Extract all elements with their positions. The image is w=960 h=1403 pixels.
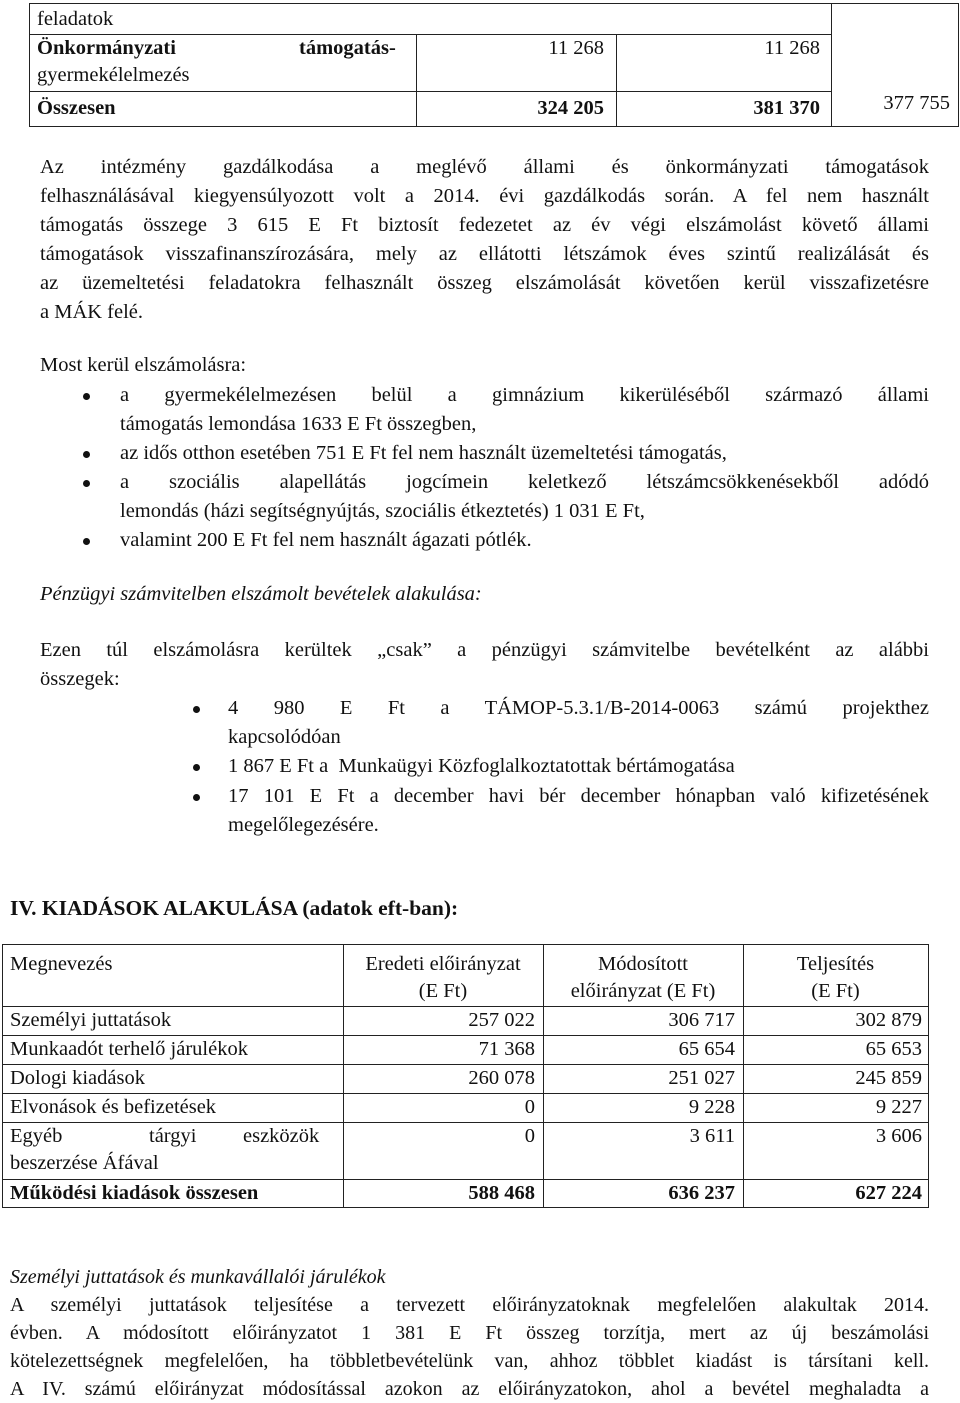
top-summary-table	[29, 3, 959, 127]
table-cell-value: 11 268	[548, 37, 604, 59]
table-border	[2, 944, 929, 945]
cell-original: 0	[524, 1096, 535, 1118]
cell-original: 257 022	[468, 1009, 535, 1031]
row-label: eszközök	[243, 1125, 320, 1147]
row-label: Dologi kiadások	[10, 1067, 145, 1089]
table-cell-value: 11 268	[764, 37, 820, 59]
table-border	[958, 3, 959, 127]
bullet-icon	[193, 764, 200, 771]
list-item	[80, 439, 929, 468]
section-heading: IV. KIADÁSOK ALAKULÁSA (adatok eft-ban):	[10, 896, 459, 920]
expense-table	[2, 944, 929, 1208]
table-total-label: Összesen	[37, 97, 116, 119]
section-subheading: Személyi juttatások és munkavállalói járulékok	[10, 1266, 386, 1288]
text-line: valamint 200 E Ft fel nem használt ágazati pótlék.	[120, 529, 532, 551]
table-border	[29, 3, 30, 127]
text-line: támogatás összege 3 615 E Ft biztosít fedezetet az év végi elszámolást követő állami	[40, 214, 929, 236]
column-header-modified: Módosított	[598, 953, 688, 975]
list-item	[190, 694, 929, 752]
cell-actual: 9 227	[875, 1096, 922, 1118]
settlement-intro: Most kerül elszámolásra:	[40, 354, 247, 376]
bullet-icon	[83, 480, 90, 487]
cell-original: 260 078	[468, 1067, 535, 1089]
row-label: Elvonások és befizetések	[10, 1096, 217, 1118]
list-item	[190, 752, 929, 781]
table-border	[29, 3, 959, 4]
cell-modified: 306 717	[668, 1009, 735, 1031]
table-total-value: 324 205	[537, 97, 604, 119]
table-cell-label: Önkormányzati	[37, 37, 176, 59]
text-line: az idős otthon esetében 751 E Ft fel nem használt üzemeltetési támogatás,	[120, 442, 727, 464]
text-line: 4 980 E Ft a TÁMOP-5.3.1/B-2014-0063 számú projekthez	[228, 697, 929, 719]
list-item	[80, 468, 929, 526]
table-border	[2, 944, 3, 1208]
bullet-icon	[83, 393, 90, 400]
table-border	[928, 944, 929, 1208]
cell-original: 0	[524, 1125, 535, 1147]
text-line: Az intézmény gazdálkodása a meglévő állami és önkormányzati támogatások	[40, 156, 929, 178]
table-total-value: 381 370	[753, 97, 820, 119]
list-item	[190, 782, 929, 840]
cell-actual: 3 606	[875, 1125, 922, 1147]
table-border	[29, 91, 831, 92]
section-subheading: Pénzügyi számvitelben elszámolt bevételek alakulása:	[40, 583, 482, 605]
table-cell-label: feladatok	[37, 8, 114, 30]
cell-original: 71 368	[478, 1038, 535, 1060]
text-line: lemondás (házi segítségnyújtás, szociális étkeztetés) 1 031 E Ft,	[120, 500, 645, 522]
column-header-original: Eredeti előirányzat	[365, 953, 521, 975]
text-line: támogatás lemondása 1633 E Ft összegben,	[120, 413, 477, 435]
table-cell-label: gyermekélelmezés	[37, 64, 190, 86]
cell-modified: 251 027	[668, 1067, 735, 1089]
paragraph-budget	[40, 153, 929, 327]
text-line: évben. A módosított előirányzatot 1 381 E Ft összeg torzítja, mert az új beszámolási	[10, 1322, 929, 1344]
text-line: kapcsolódóan	[228, 726, 341, 748]
cell-modified: 3 611	[689, 1125, 735, 1147]
table-total-value: 377 755	[883, 92, 950, 114]
bullet-icon	[83, 538, 90, 545]
table-border	[29, 126, 959, 127]
column-header-modified: előirányzat (E Ft)	[570, 980, 716, 1002]
total-label: Működési kiadások összesen	[10, 1182, 259, 1204]
cell-actual: 245 859	[855, 1067, 922, 1089]
cell-actual: 65 653	[865, 1038, 922, 1060]
text-line: összegek:	[40, 668, 120, 690]
paragraph-revenue	[40, 636, 929, 694]
row-label: Személyi juttatások	[10, 1009, 172, 1031]
cell-actual: 302 879	[855, 1009, 922, 1031]
text-line: az üzemeltetési feladatokra felhasznált összeg elszámolását követően kerül visszafizetésre	[40, 272, 929, 294]
column-header-name: Megnevezés	[10, 953, 113, 975]
total-modified: 636 237	[668, 1182, 735, 1204]
text-line: A IV. számú előirányzat módosítással azokon az előirányzatokon, ahol a bevétel meghaladta a	[10, 1378, 929, 1400]
text-line: felhasználásával kiegyensúlyozott volt a 2014. évi gazdálkodás során. A fel nem használt	[40, 185, 929, 207]
paragraph-personnel	[10, 1291, 929, 1403]
cell-modified: 9 228	[688, 1096, 735, 1118]
bullet-icon	[193, 794, 200, 801]
list-item	[80, 381, 929, 439]
row-label: Egyéb	[10, 1125, 63, 1147]
text-line: Ezen túl elszámolásra kerültek „csak” a pénzügyi számvitelbe bevételként az alábbi	[40, 639, 929, 661]
text-line: megelőlegezésére.	[228, 814, 379, 836]
text-line: a szociális alapellátás jogcímein keletkező létszámcsökkenésekből adódó	[120, 471, 929, 493]
column-header-actual: (E Ft)	[811, 980, 860, 1002]
bullet-icon	[193, 706, 200, 713]
total-actual: 627 224	[855, 1182, 922, 1204]
list-item	[80, 526, 929, 555]
text-line: 1 867 E Ft a Munkaügyi Közfoglalkoztatottak bértámogatása	[228, 755, 735, 777]
text-line: a MÁK felé.	[40, 301, 144, 323]
text-line: a gyermekélelmezésen belül a gimnázium kikerüléséből származó állami	[120, 384, 929, 406]
text-line: kötelezettségnek megfelelően, ha többletbevételünk van, ahhoz többlet kiadást is társítani kell.	[10, 1350, 929, 1372]
text-line: A személyi juttatások teljesítése a tervezett előirányzatoknak megfelelően alakultak 2014.	[10, 1294, 929, 1316]
table-cell-label: támogatás-	[299, 37, 396, 59]
total-original: 588 468	[468, 1182, 535, 1204]
column-header-actual: Teljesítés	[796, 953, 875, 975]
row-label: beszerzése Áfával	[10, 1152, 159, 1174]
row-label: tárgyi	[149, 1125, 197, 1147]
text-line: támogatások visszafinanszírozására, mely az ellátotti létszámok éves szintű realizálását és	[40, 243, 929, 265]
row-label: Munkaadót terhelő járulékok	[10, 1038, 248, 1060]
cell-modified: 65 654	[678, 1038, 735, 1060]
bullet-icon	[83, 451, 90, 458]
text-line: 17 101 E Ft a december havi bér december hónapban való kifizetésének	[228, 785, 929, 807]
column-header-original: (E Ft)	[418, 980, 468, 1002]
